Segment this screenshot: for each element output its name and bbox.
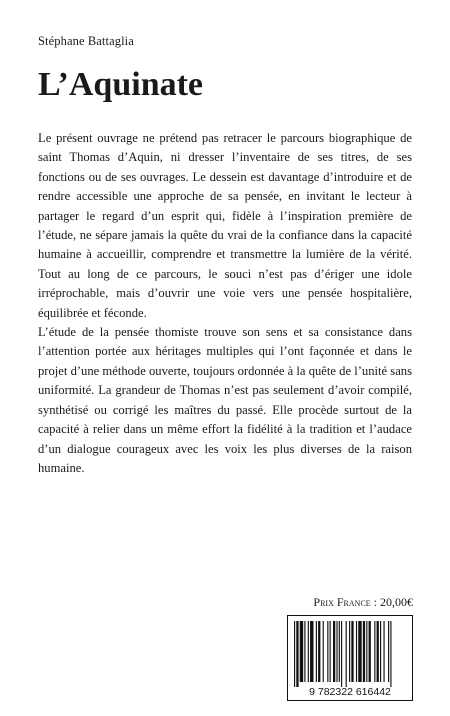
barcode-bar <box>318 621 320 682</box>
price-label: Prix France : <box>313 595 377 609</box>
barcode-bar <box>304 621 305 682</box>
barcode <box>287 615 413 701</box>
barcode-bar <box>339 621 340 682</box>
barcode-bar <box>346 621 347 687</box>
barcode-bar <box>366 621 367 682</box>
barcode-bar <box>383 621 384 682</box>
barcode-bar <box>294 621 295 687</box>
paragraph-1: Le présent ouvrage ne prétend pas retracer le parcours biographique de saint Thomas d’Aquin, ni dresser l’inventaire de ses titres, de ses fonctions ou de ses ouvrages. Le dessein est davantage d’introduire et de rendre accessible une approche de sa pensée, en invitant le lecteur à partager le regard d’un esprit qui, fidèle à l’inspiration première de l’étude, ne sépare jamais la quête du vrai de la confiance dans la capacité humaine à accueillir, comprendre et transmettre la lumière de la vérité. Tout au long de ce parcours, le souci n’est pas d’ériger une idole irréprochable, mais d’ouvrir une voie vers une pensée hospitalière, équilibrée et féconde. <box>38 131 412 320</box>
barcode-bar <box>358 621 361 682</box>
barcode-bar <box>330 621 331 682</box>
barcode-bar <box>369 621 371 682</box>
barcode-bar <box>349 621 350 682</box>
barcode-bar <box>341 621 342 687</box>
barcode-bar <box>300 621 303 682</box>
barcode-bar <box>323 621 324 682</box>
paragraph-2: L’étude de la pensée thomiste trouve son sens et sa consistance dans l’attention portée aux héritages multiples qui l’ont façonnée et dans le projet d’une méthode ouverte, toujours ordonnée à la quête de l’unité sans uniformité. La grandeur de Thomas n’est pas seulement d’avoir compilé, synthétisé ou corrigé les maîtres du passé. Elle procède surtout de la capacité à relier dans un même effort la fidélité à la tradition et l’audace d’un dialogue courageux avec les voix les plus diverses de la raison humaine. <box>38 325 412 475</box>
price-value: 20,00€ <box>380 595 413 609</box>
barcode-bar <box>336 621 337 682</box>
barcode-bar <box>374 621 375 682</box>
barcode-bar <box>363 621 365 682</box>
barcode-bar <box>351 621 353 682</box>
barcode-graphic <box>288 616 412 700</box>
barcode-bar <box>380 621 381 682</box>
barcode-bar <box>316 621 317 682</box>
barcode-bar <box>327 621 328 682</box>
price <box>313 595 413 610</box>
barcode-bar <box>308 621 309 682</box>
barcode-bar <box>333 621 335 682</box>
book-title: L’Aquinate <box>38 66 204 103</box>
author-name: Stéphane Battaglia <box>38 34 134 48</box>
barcode-bar <box>296 621 298 687</box>
barcode-bar <box>356 621 357 682</box>
isbn-digits: 9 782322 616442 <box>309 686 391 698</box>
barcode-bar <box>377 621 379 682</box>
barcode-bar <box>390 621 391 687</box>
barcode-bar <box>388 621 389 682</box>
back-cover-text <box>38 129 412 478</box>
barcode-bar <box>310 621 313 682</box>
